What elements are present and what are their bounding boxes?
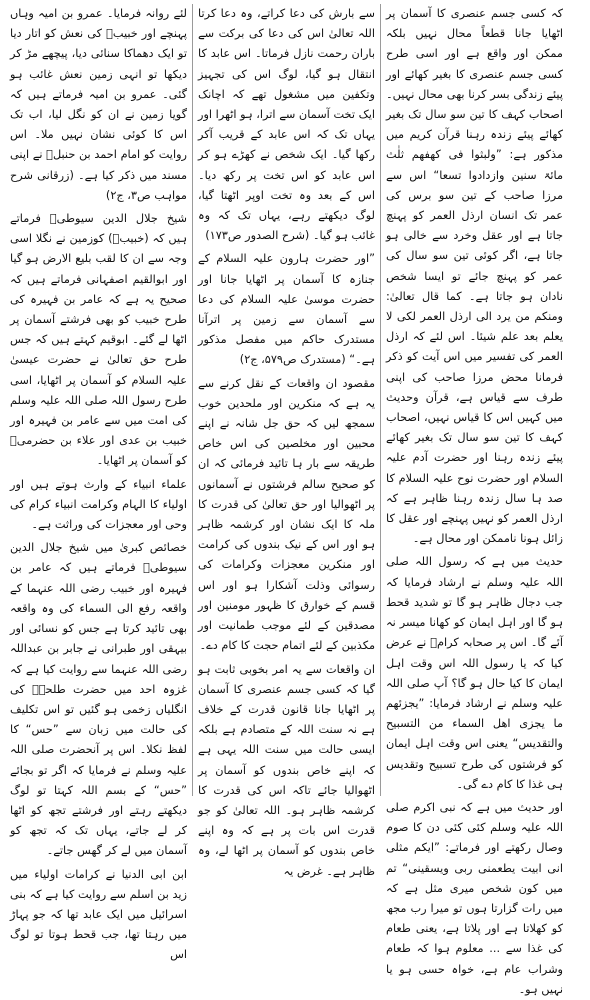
column-right xyxy=(6,4,191,962)
column-left xyxy=(382,4,567,996)
column-middle-paragraph: سے بارش کی دعا کراتے، وہ دعا کرتا اللہ تعالیٰ اس کی دعا کی برکت سے باران رحمت نازل فرماتا۔ اس عابد کا انتقال ہو گیا، لوگ اس کی تجہیز وتکفین میں مشغول تھے کہ اچانک ایک تخت آسمان سے اترا، ہو اٹھرا اور یہاں تک کہ اس عابد کے قریب آکر رکھا گیا۔ ایک شخص نے کھڑے ہو کر اس عابد کو اس تخت پر رکھ دیا۔ اس کے بعد وہ تخت اوپر اٹھتا گیا، لوگ دیکھتے رہے، یہاں تک کہ وہ غائب ہو گیا۔ (شرح الصدور ص۱۷۳) xyxy=(198,7,375,243)
column-middle-paragraph: ”اور حضرت ہارون علیہ السلام کے جنازہ کا آسمان پر اٹھایا جانا اور حضرت موسیٰ علیہ السلام کی دعا سے آسمان سے زمین پر اترآنا مستدرک حاکم میں مفصل مذکور ہے۔“ (مستدرک ص۵۷۹، ج۲) xyxy=(198,252,375,367)
column-left-paragraph: اور حدیث میں ہے کہ نبی اکرم صلی اللہ علیہ وسلم کئی کئی دن کا صوم وصال رکھتے اور فرماتے: ”ایکم مثلی انی ابیت یطعمنی ربی ویسقینی“ تم میں کون شخص میری مثل ہے کہ میں رات گزارتا ہوں تو میرا رب مجھ کو کھلاتا ہے اور پلاتا ہے، یعنی طعام کی غذا سے ... معلوم ہوا کہ طعام وشراب عام ہے، خواہ حسی ہو یا نہیں ہو۔ xyxy=(386,800,563,996)
column-middle-paragraph: مقصود ان واقعات کے نقل کرنے سے یہ ہے کہ منکرین اور ملحدین خوب سمجھ لیں کہ حق جل شانہ نے اپنے محبین اور مخلصین کی اس خاص طریقہ سے بار ہا تائید فرمائی کہ ان کو صحیح سالم فرشتوں نے آسمانوں پر اٹھوالیا اور حق تعالیٰ کی قدرت کا ملہ کا ایک نشان اور کرشمہ ظاہر ہو اور اس کے نیک بندوں کی کرامت اور منکرین معجزات وکرامات کی رسوائی وذلت آشکارا ہو اور اس قسم کے خوارق کا ظہور مومنین اور مصدقین کے لئے موجب طمانیت اور مکذبین کے لئے اتمام حجت کا کام دے۔ xyxy=(198,376,375,653)
newspaper-page xyxy=(6,4,584,996)
column-right-paragraph: علماء انبیاء کے وارث ہوتے ہیں اور اولیاء کا الہام وکرامت انبیاء کرام کی وحی اور معجزات کی وراثت ہے۔ xyxy=(10,477,187,532)
column-left-paragraph: کہ کسی جسم عنصری کا آسمان پر اٹھایا جانا قطعاً محال نہیں بلکہ ممکن اور واقع ہے اور اسی طرح کسی جسم عنصری کا بغیر کھائے اور پیئے زندگی بسر کرنا بھی محال نہیں۔ اصحاب کہف کا تین سو سال تک بغیر کھائے پیئے زندہ رہنا قرآن کریم میں مذکور ہے: ”ولبثوا فی کھفھم ثلٰث مائۃ سنین وازدادوا تسعا“ اس سے مرزا صاحب کے تین سو برس کی عمر تک انسان ارذل العمر کو پہنچ جاتا ہے اور عقل وخرد سے خالی ہو جاتا ہے، اگر کوئی تین سو سال کی عمر کو پہنچ جائے تو ایسا شخص نادان ہو جاتا ہے۔ کما قال تعالیٰ: ومنکم من یرد الی ارذل العمر لکی لا یعلم بعد علم شیئا۔ اس لئے کہ ارذل العمر کی تفسیر میں اس آیت کو ذکر فرمانا محض مرزا صاحب کی اپنی طرف سے قیاس ہے، قرآن وحدیث میں کہیں اس کا قیاس نہیں، اصحاب کہف کا تین سو سال تک بغیر کھائے پیئے زندہ رہنا اور حضرت آدم علیہ السلام اور حضرت نوح علیہ السلام کا صد ہا سال زندہ رہنا ظاہر ہے کہ ارذل العمر کو نہیں پہنچے اور عقل کا زائل ہونا ناممکن اور محال ہے۔ xyxy=(386,7,563,546)
column-divider xyxy=(192,4,193,796)
column-left-paragraph: حدیث میں ہے کہ رسول اللہ صلی اللہ علیہ وسلم نے ارشاد فرمایا کہ جب دجال ظاہر ہو گا تو شدید قحط ہو گا اور اہل ایمان کو کھانا میسر نہ آئے گا۔ اس پر صحابہ کرامؓ نے عرض کیا کہ یا رسول اللہ اس وقت اہل ایمان کا کیا حال ہو گا؟ آپ صلی اللہ علیہ وسلم نے ارشاد فرمایا: ”یجزئھم ما یجزی اھل السماء من التسبیح والتقدیس“ یعنی اس وقت اہل ایمان کو فرشتوں کی طرح تسبیح وتقدیس ہی غذا کا کام دے گی۔ xyxy=(386,555,563,791)
column-divider xyxy=(380,4,381,796)
column-right-paragraph: ابن ابی الدنیا نے کرامات اولیاء میں زید بن اسلم سے روایت کیا ہے کہ بنی اسرائیل میں ایک عابد تھا کہ جو پہاڑ میں رہتا تھا، جب قحط ہوتا تو لوگ اس xyxy=(10,867,187,962)
column-right-paragraph: خصائص کبریٰ میں شیخ جلال الدین سیوطیؒ فرماتے ہیں کہ عامر بن فہیرہ اور خبیب رضی اللہ عنہما کے واقعہ رفع الی السماء کی وہ واقعہ بھی تائید کرتا ہے جس کو نسائی اور بیہقی اور طبرانی نے جابر بن عبداللہ رضی اللہ عنہما سے روایت کیا ہے کہ غزوہ احد میں حضرت طلحہؓ کی انگلیاں زخمی ہو گئیں تو اس تکلیف کی حالت میں زبان سے ”حس“ کا لفظ نکلا۔ اس پر آنحضرت صلی اللہ علیہ وسلم نے فرمایا کہ اگر تو بجائے ”حس“ کے بسم اللہ کہتا تو لوگ دیکھتے رہتے اور فرشتے تجھ کو اٹھا کر لے جاتے، یہاں تک کہ تجھ کو آسمان میں لے کر گھس جاتے۔ xyxy=(10,541,187,858)
column-middle-paragraph: ان واقعات سے یہ امر بخوبی ثابت ہو گیا کہ کسی جسم عنصری کا آسمان پر اٹھایا جانا قانون قدرت کے خلاف ہے نہ سنت اللہ کے متصادم ہے بلکہ ایسی حالت میں سنت اللہ یہی ہے کہ اپنے خاص بندوں کو آسمان پر اٹھوالیا جائے تاکہ اس کی قدرت کا کرشمہ ظاہر ہو۔ اللہ تعالیٰ کو جو قدرت اس بات پر ہے کہ وہ اپنے خاص بندوں کو آسمان پر اٹھا لے، وہ ظاہر ہے۔ غرض یہ xyxy=(198,662,375,878)
column-right-paragraph: شیخ جلال الدین سیوطیؒ فرماتے ہیں کہ (خبیبؓ) کوزمین نے نگلا اسی وجہ سے ان کا لقب بلیع الارض ہو گیا اور ابوالقیم اصفہانی فرماتے ہیں کہ صحیح یہ ہے کہ عامر بن فہیرہ کی طرح خبیب کو بھی فرشتے آسمان پر اٹھا لے گئے۔ ابوقیم کہتے ہیں کہ جس طرح حق تعالیٰ نے حضرت عیسیٰ علیہ السلام کو آسمان پر اٹھایا، اسی طرح رسول اللہ صلی اللہ علیہ وسلم کی امت میں سے عامر بن فہیرہ اور خبیب بن عدی اور علاء بن حضرمیؓ کو آسمان پر اٹھایا۔ xyxy=(10,212,187,468)
column-middle xyxy=(194,4,379,878)
column-right-paragraph: لئے روانہ فرمایا۔ عمرو بن امیہ وہاں پہنچے اور خبیبؓ کی نعش کو اتار دیا تو ایک دھماکا سنائی دیا، پیچھے مڑ کر دیکھا تو انہی زمین نعش غائب ہو گئی۔ عمرو بن امیہ فرماتے ہیں کہ گویا زمین نے ان کو نگل لیا، اب تک اس کا کوئی نشان نہیں ملا۔ اس روایت کو امام احمد بن حنبلؒ نے اپنی مسند میں ذکر کیا ہے۔ (زرقانی شرح مواہب ص۳، ج۲) xyxy=(10,7,187,202)
